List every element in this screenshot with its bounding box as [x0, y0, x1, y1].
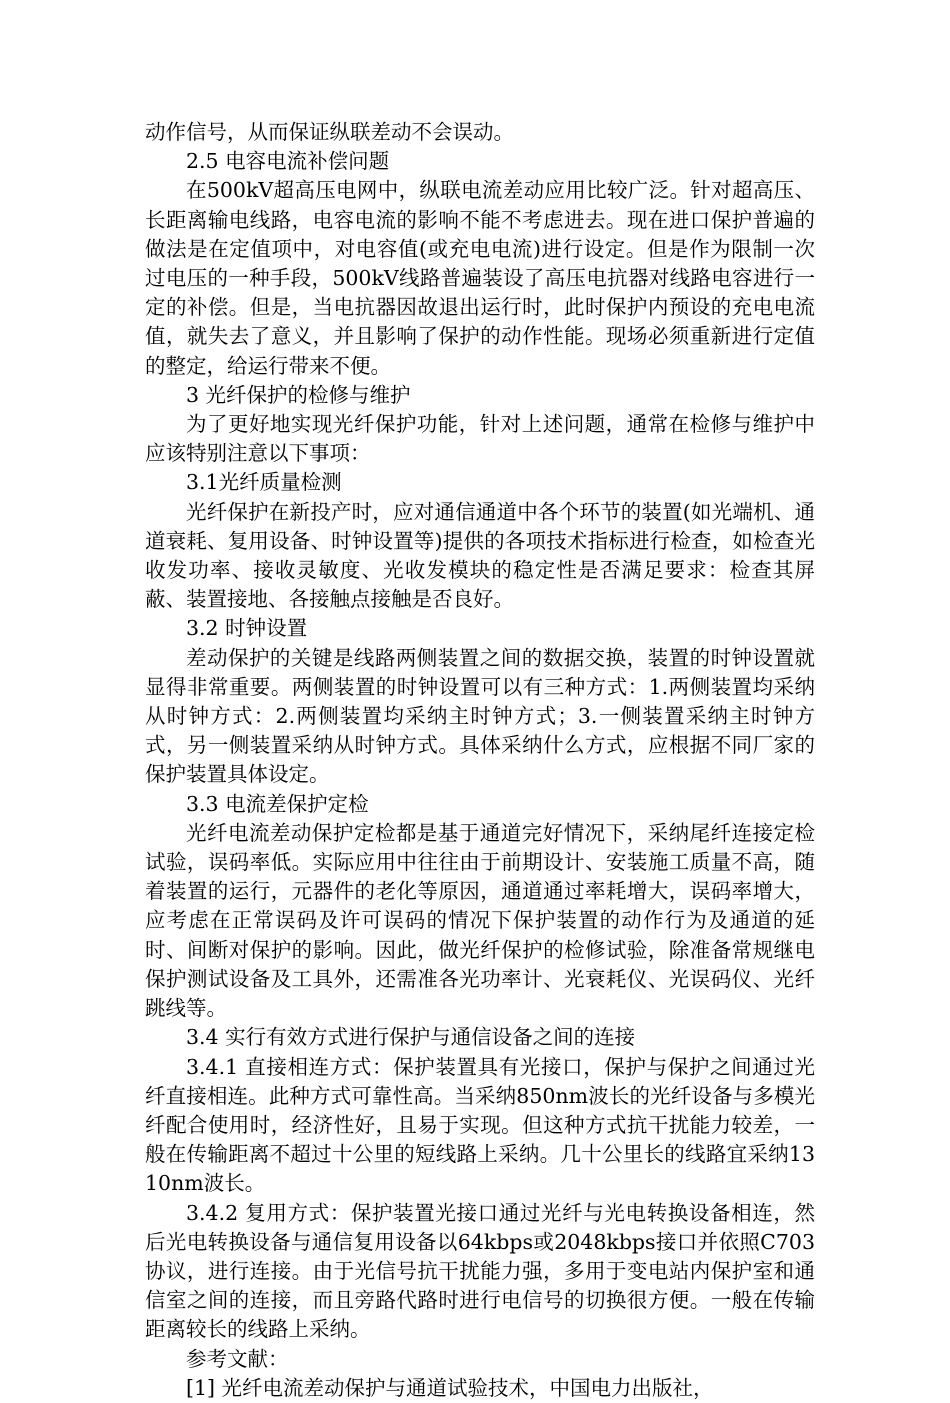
section-heading-3-3: 3.3 电流差保护定检 — [186, 791, 369, 816]
section-heading-3-2: 3.2 时钟设置 — [186, 616, 308, 641]
document-page — [145, 118, 815, 1403]
paragraph-continued: 动作信号，从而保证纵联差动不会误动。 — [145, 120, 514, 144]
section-heading-3: 3 光纤保护的检修与维护 — [186, 382, 411, 407]
paragraph-capacitance-compensation: 在500kV超高压电网中，纵联电流差动应用比较广泛。针对超高压、长距离输电线路，电容电流的影响不能不考虑进去。现在进口保护普遍的做法是在定值项中，对电容值(或充电电流)进行设定。但是作为限制一次过电压的一种手段，500kV线路普遍装设了高压电抗器对线路电容进行一定的补偿。但是，当电抗器因故退出运行时，此时保护内预设的充电电流值，就失去了意义，并且影响了保护的动作性能。现场必须重新进行定值的整定，给运行带来不便。 — [145, 178, 815, 378]
paragraph-clock-setting: 差动保护的关键是线路两侧装置之间的数据交换，装置的时钟设置就显得非常重要。两侧装置的时钟设置可以有三种方式：1.两侧装置均采纳从时钟方式：2.两侧装置均采纳主时钟方式；3.一侧装置采纳主时钟方式，另一侧装置采纳从时钟方式。具体采纳什么方式，应根据不同厂家的保护装置具体设定。 — [145, 645, 815, 787]
paragraph-direct-connection: 3.4.1 直接相连方式：保护装置具有光接口，保护与保护之间通过光纤直接相连。此种方式可靠性高。当采纳850nm波长的光纤设备与多模光纤配合使用时，经济性好，且易于实现。但这种方式抗干扰能力较差，一般在传输距离不超过十公里的短线路上采纳。几十公里长的线路宜采纳1310nm波长。 — [145, 1054, 815, 1196]
reference-item-1: [1] 光纤电流差动保护与通道试验技术，中国电力出版社， — [186, 1375, 714, 1400]
paragraph-multiplex-connection: 3.4.2 复用方式：保护装置光接口通过光纤与光电转换设备相连，然后光电转换设备与通信复用设备以64kbps或2048kbps接口并依照C703协议，进行连接。由于光信号抗干扰能力强，多用于变电站内保护室和通信室之间的连接，而且旁路代路时进行电信号的切换很方便。一般在传输距离较长的线路上采纳。 — [145, 1200, 815, 1342]
section-heading-2-5: 2.5 电容电流补偿问题 — [186, 149, 390, 174]
paragraph-differential-check: 光纤电流差动保护定检都是基于通道完好情况下，采纳尾纤连接定检试验，误码率低。实际应用中往往由于前期设计、安装施工质量不高，随着装置的运行，元器件的老化等原因，通道通过率耗增大，误码率增大，应考虑在正常误码及许可误码的情况下保护装置的动作行为及通道的延时、间断对保护的影响。因此，做光纤保护的检修试验，除准备常规继电保护测试设备及工具外，还需准各光功率计、光衰耗仪、光误码仪、光纤跳线等。 — [145, 820, 815, 1021]
paragraph-fiber-quality: 光纤保护在新投产时，应对通信通道中各个环节的装置(如光端机、通道衰耗、复用设备、时钟设置等)提供的各项技术指标进行检查，如检查光收发功率、接收灵敏度、光收发模块的稳定性是否满足要求：检查其屏蔽、装置接地、各接触点接触是否良好。 — [145, 499, 815, 612]
references-heading: 参考文献： — [186, 1346, 289, 1371]
section-heading-3-4: 3.4 实行有效方式进行保护与通信设备之间的连接 — [186, 1025, 636, 1050]
paragraph-maintenance-intro: 为了更好地实现光纤保护功能，针对上述问题，通常在检修与维护中应该特别注意以下事项： — [145, 412, 815, 466]
section-heading-3-1: 3.1光纤质量检测 — [186, 470, 342, 495]
